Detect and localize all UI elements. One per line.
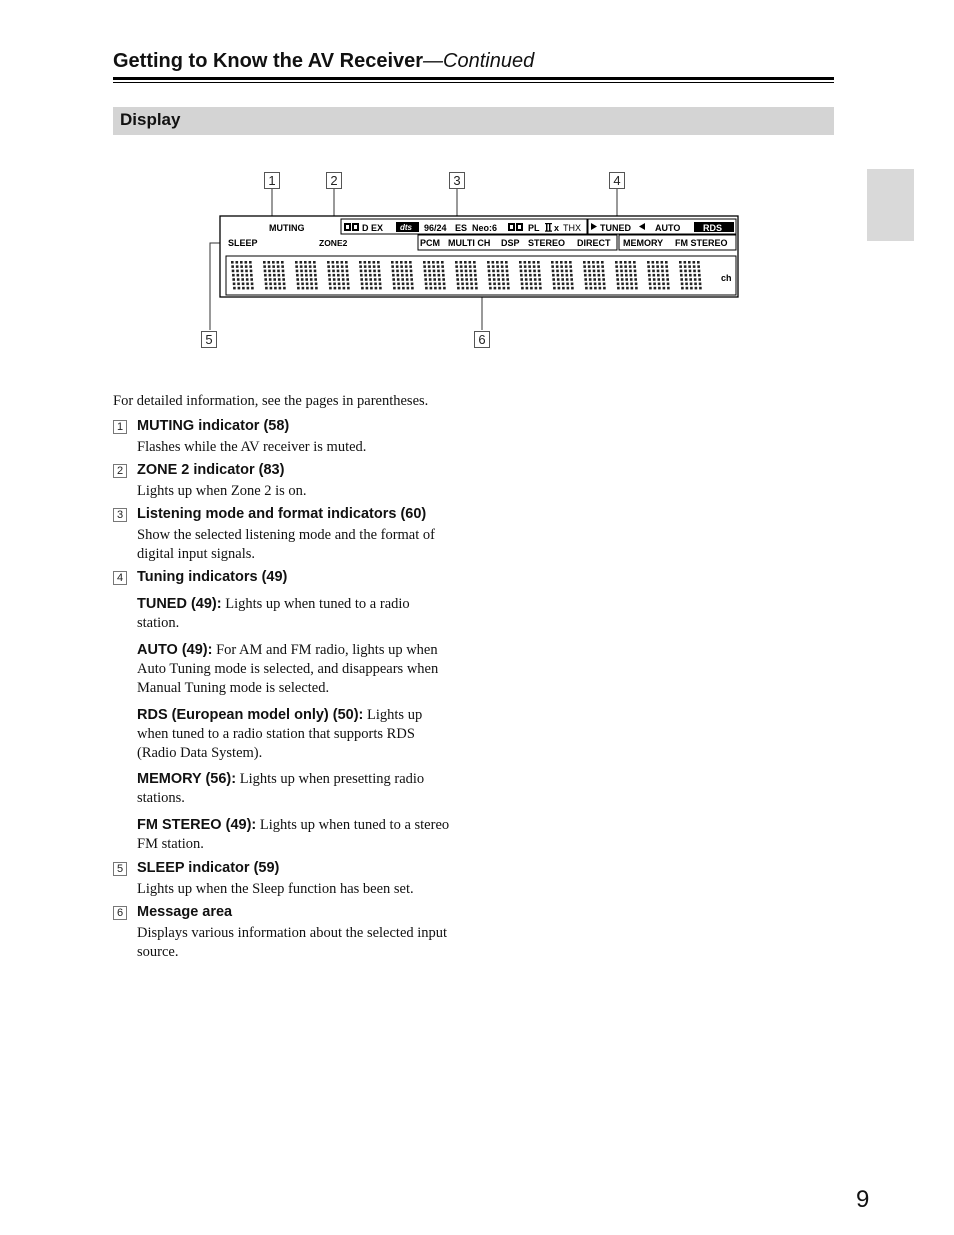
es-label: ES bbox=[455, 223, 468, 233]
stereo-label: STEREO bbox=[528, 238, 566, 248]
section-title: Display bbox=[120, 110, 181, 129]
intro-text: For detailed information, see the pages in parentheses. bbox=[113, 393, 429, 409]
sub-text: For AM and FM radio, lights up when Auto Tuning mode is selected, and disappears when Manual Tuning mode is selected. bbox=[137, 642, 439, 696]
dts-label: dts bbox=[400, 223, 412, 232]
sub-text: Lights up when tuned to a radio station that supports RDS (Radio Data System). bbox=[137, 707, 423, 761]
item-number: 3 bbox=[113, 508, 127, 522]
callout-6: 6 bbox=[474, 331, 490, 348]
sub-text: Lights up when presetting radio stations. bbox=[137, 771, 425, 806]
item-title: ZONE 2 indicator (83) bbox=[137, 462, 285, 478]
item-number: 1 bbox=[113, 420, 127, 434]
muting-label: MUTING bbox=[269, 223, 305, 233]
header-continued: —Continued bbox=[423, 50, 535, 72]
auto-label: AUTO bbox=[655, 223, 681, 233]
pcm-label: PCM bbox=[420, 238, 440, 248]
dsp-label: DSP bbox=[501, 238, 520, 248]
item-title: SLEEP indicator (59) bbox=[137, 860, 280, 876]
item-number: 5 bbox=[113, 862, 127, 876]
tuning-memory bbox=[137, 770, 455, 808]
item-number: 2 bbox=[113, 464, 127, 478]
sleep-label: SLEEP bbox=[228, 238, 258, 248]
rds-label: RDS bbox=[703, 223, 723, 233]
multich-label: MULTI CH bbox=[448, 238, 491, 248]
tuning-tuned bbox=[137, 595, 455, 633]
direct-label: DIRECT bbox=[577, 238, 611, 248]
neo6-label: Neo:6 bbox=[472, 223, 498, 233]
callout-3: 3 bbox=[449, 172, 465, 189]
sub-label: MEMORY (56): bbox=[137, 771, 237, 787]
callout-4: 4 bbox=[609, 172, 625, 189]
item-number: 4 bbox=[113, 571, 127, 585]
item-desc: Displays various information about the selected input source. bbox=[137, 925, 448, 960]
thx-label: THX bbox=[563, 223, 581, 233]
callout-5: 5 bbox=[201, 331, 217, 348]
sub-label: AUTO (49): bbox=[137, 642, 213, 658]
pl2x-label: PL bbox=[528, 223, 540, 233]
sub-text: Lights up when tuned to a stereo FM station. bbox=[137, 817, 450, 852]
tuned-label: TUNED bbox=[600, 223, 631, 233]
item-title: Message area bbox=[137, 904, 233, 920]
item-desc: Lights up when the Sleep function has been set. bbox=[137, 881, 414, 897]
memory-label: MEMORY bbox=[623, 238, 664, 248]
tuning-fm-stereo bbox=[137, 816, 455, 854]
item-number: 6 bbox=[113, 906, 127, 920]
display-diagram bbox=[0, 0, 954, 380]
fm-stereo-label: FM STEREO bbox=[675, 238, 728, 248]
sub-label: FM STEREO (49): bbox=[137, 817, 257, 833]
item-title: Listening mode and format indicators (60) bbox=[137, 506, 427, 522]
item-title: MUTING indicator (58) bbox=[137, 418, 290, 434]
item-title: Tuning indicators (49) bbox=[137, 569, 288, 585]
item-desc: Flashes while the AV receiver is muted. bbox=[137, 439, 367, 455]
tuning-auto bbox=[137, 641, 455, 698]
zone2-label: ZONE2 bbox=[319, 238, 348, 248]
sub-label: RDS (European model only) (50): bbox=[137, 707, 364, 723]
dts-9624-label: 96/24 bbox=[424, 223, 447, 233]
roman-two-icon bbox=[546, 224, 548, 231]
callout-1: 1 bbox=[264, 172, 280, 189]
callout-2: 2 bbox=[326, 172, 342, 189]
dolby-dex-label: D EX bbox=[362, 223, 384, 233]
sub-label: TUNED (49): bbox=[137, 596, 222, 612]
item-desc: Lights up when Zone 2 is on. bbox=[137, 483, 307, 499]
item-desc: Show the selected listening mode and the format of digital input signals. bbox=[137, 527, 435, 562]
tuning-rds bbox=[137, 706, 455, 763]
sub-text: Lights up when tuned to a radio station. bbox=[137, 596, 410, 631]
header-title: Getting to Know the AV Receiver bbox=[113, 50, 424, 72]
pl2x-suffix: x bbox=[554, 223, 560, 233]
ch-label: ch bbox=[721, 273, 732, 283]
page-number: 9 bbox=[856, 1186, 870, 1213]
